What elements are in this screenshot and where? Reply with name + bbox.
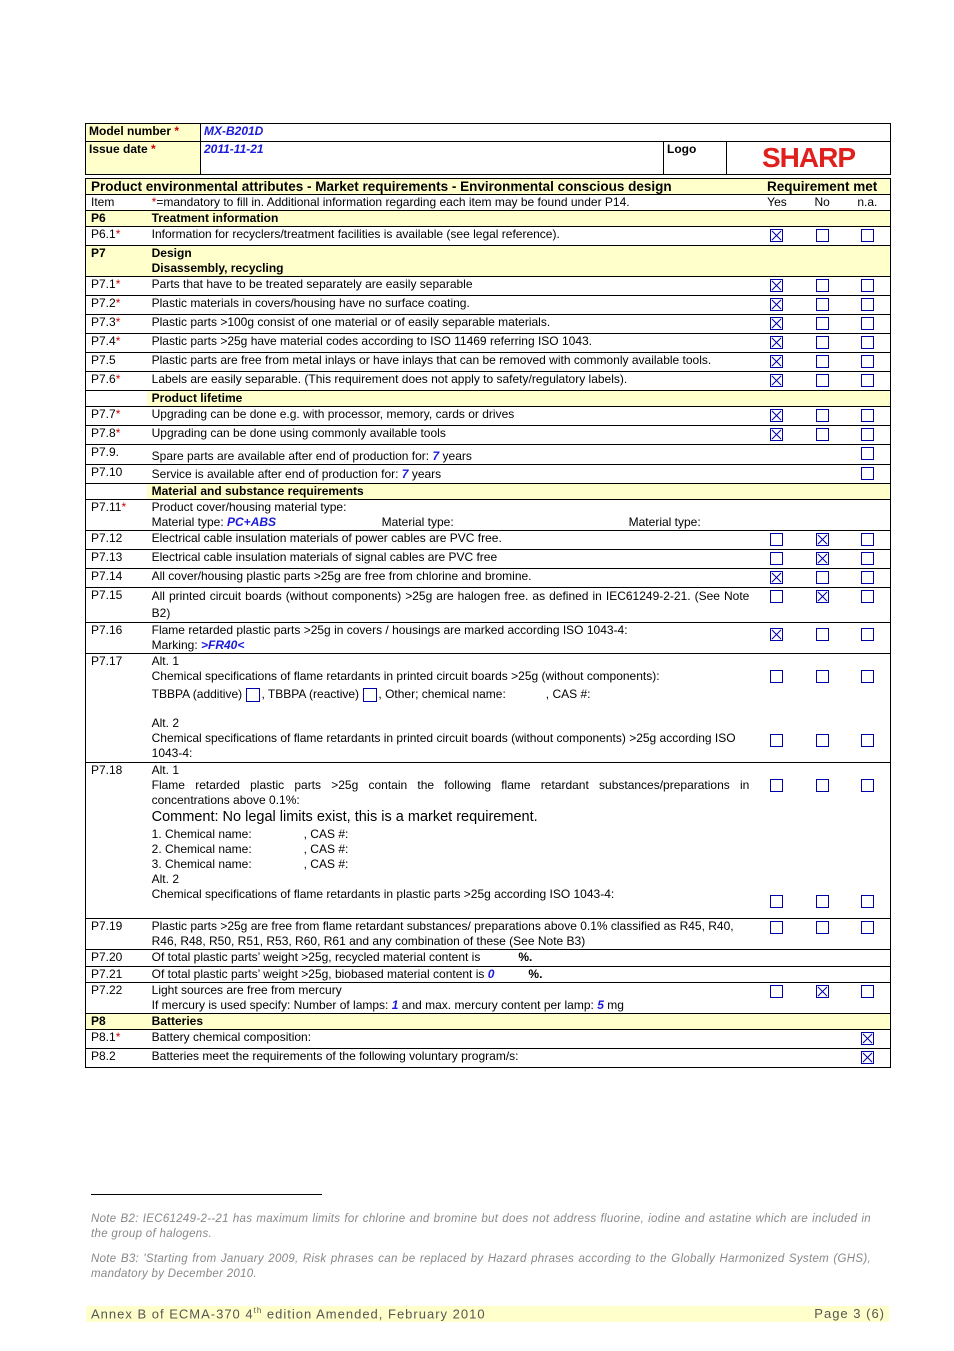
note-b3: Note B3: 'Starting from January 2009, Risk phrases can be replaced by Hazard phrases according to the Globally Harmonized System (GHS), mandatory by December 2010. [91,1253,871,1280]
na-checkbox[interactable] [861,590,874,603]
item-id: P7.21 [86,967,147,983]
no-checkbox[interactable] [816,533,829,546]
na-checkbox[interactable] [861,779,874,792]
item-text: Information for recyclers/treatment facilities is available (see legal reference). [147,227,755,246]
na-checkbox[interactable] [861,895,874,908]
page-footer [86,1306,889,1322]
note-b2: Note B2: IEC61249-2--21 has maximum limits for chlorine and bromine but does not address fluorine, iodine and astatine which are included in the group of halogens. [91,1213,871,1240]
yes-checkbox[interactable] [770,355,783,368]
yes-checkbox[interactable] [770,533,783,546]
yes-checkbox[interactable] [770,298,783,311]
item-id: P7.8* [86,426,147,445]
footer-annex: Annex B of ECMA-370 4th edition Amended, February 2010 [91,1306,486,1322]
item-text: Alt. 1 Chemical specifications of flame retardants in printed circuit boards >25g (without components): TBBPA (additive) , TBBPA (reactive) , Other; chemical name: , CAS #: Alt. 2 Chemical specifications of flame retardants in printed circuit boards (without components) >25g according ISO 1043-4: [147,654,755,763]
no-checkbox[interactable] [816,552,829,565]
na-checkbox[interactable] [861,552,874,565]
yes-checkbox[interactable] [770,279,783,292]
item-id: P6.1* [86,227,147,246]
no-checkbox[interactable] [816,355,829,368]
na-checkbox[interactable] [861,1032,874,1045]
section-id: P6 [86,211,147,227]
na-checkbox[interactable] [861,670,874,683]
yes-checkbox[interactable] [770,895,783,908]
table-title: Product environmental attributes - Market requirements - Environmental conscious design [86,179,755,195]
item-id: P7.13 [86,550,147,569]
yes-checkbox[interactable] [770,336,783,349]
item-text: Upgrading can be done e.g. with processor, memory, cards or drives [147,407,755,426]
yes-checkbox[interactable] [770,428,783,441]
issue-value: 2011-11-21 [201,142,664,175]
item-text: Plastic parts >25g have material codes according to ISO 11469 referring ISO 1043. [147,334,755,353]
no-header: No [800,195,845,211]
subsection-title: Material and substance requirements [147,484,891,500]
na-checkbox[interactable] [861,734,874,747]
item-id: P7.20 [86,950,147,967]
item-text: Of total plastic parts’ weight >25g, recycled material content is %. [147,950,891,967]
item-id: P7.9. [86,445,147,465]
item-text: Labels are easily separable. (This requirement does not apply to safety/regulatory labels). [147,372,755,391]
item-id: P7.15 [86,588,147,623]
yes-checkbox[interactable] [770,229,783,242]
yes-checkbox[interactable] [770,734,783,747]
item-id: P8.1* [86,1030,147,1049]
item-text: Plastic parts >100g consist of one material or of easily separable materials. [147,315,755,334]
na-checkbox[interactable] [861,1051,874,1064]
na-checkbox[interactable] [861,317,874,330]
item-text: Batteries meet the requirements of the following voluntary program/s: [147,1049,755,1068]
section-title: Batteries [147,1014,891,1030]
header-table [85,123,891,175]
yes-checkbox[interactable] [770,590,783,603]
na-checkbox[interactable] [861,336,874,349]
item-text: Electrical cable insulation materials of power cables are PVC free. [147,531,755,550]
item-id: P7.1* [86,277,147,296]
no-checkbox[interactable] [816,571,829,584]
logo-label: Logo [664,142,727,175]
item-id: P7.14 [86,569,147,588]
section-id: P7 [86,246,147,277]
no-checkbox[interactable] [816,779,829,792]
na-checkbox[interactable] [861,467,874,480]
item-text: Service is available after end of production for: 7 years [147,465,755,484]
no-checkbox[interactable] [816,895,829,908]
item-id: P7.4* [86,334,147,353]
yes-checkbox[interactable] [770,571,783,584]
model-label: Model number * [86,124,201,142]
item-id: P7.17 [86,654,147,763]
no-checkbox[interactable] [816,628,829,641]
item-text: Flame retarded plastic parts >25g in covers / housings are marked according ISO 1043-4: Marking: >FR40< [147,623,755,654]
item-text: Plastic parts >25g are free from flame retardant substances/ preparations above 0.1% classified as R45, R40, R46, R48, R50, R51, R53, R60, R61 and any combination of these (See Note B3) [147,919,755,950]
yes-checkbox[interactable] [770,374,783,387]
na-checkbox[interactable] [861,628,874,641]
no-checkbox[interactable] [816,734,829,747]
yes-checkbox[interactable] [770,552,783,565]
tbbpa-reactive-checkbox[interactable] [363,688,377,702]
item-id: P7.10 [86,465,147,484]
yes-checkbox[interactable] [770,985,783,998]
issue-label: Issue date * [86,142,201,175]
item-text: Battery chemical composition: [147,1030,755,1049]
item-text: Product cover/housing material type: Material type: PC+ABS Material type: Material type: [147,500,891,531]
tbbpa-additive-checkbox[interactable] [246,688,260,702]
item-id: P7.2* [86,296,147,315]
item-header: Item [86,195,147,211]
na-checkbox[interactable] [861,409,874,422]
na-checkbox[interactable] [861,298,874,311]
yes-checkbox[interactable] [770,779,783,792]
page-number: Page 3 (6) [814,1306,885,1321]
item-id: P7.22 [86,983,147,1014]
no-checkbox[interactable] [816,336,829,349]
no-checkbox[interactable] [816,374,829,387]
model-value: MX-B201D [201,124,891,142]
item-text: Electrical cable insulation materials of signal cables are PVC free [147,550,755,569]
item-text: Upgrading can be done using commonly available tools [147,426,755,445]
item-id: P7.18 [86,763,147,919]
na-checkbox[interactable] [861,428,874,441]
item-text: Alt. 1 Flame retarded plastic parts >25g contain the following flame retardant substances/preparations in concentrations above 0.1%: Comment: No legal limits exist, this is a market requirement. 1. Chemical name: , CAS #: 2. Chemical name: , CAS #: 3. Chemical name: , CAS #: Alt. 2 Chemical specifications of flame retardants in plastic parts >25g according ISO 1043-4: [147,763,755,919]
sharp-logo: SHARP [761,142,855,173]
item-text: Plastic materials in covers/housing have no surface coating. [147,296,755,315]
no-checkbox[interactable] [816,985,829,998]
yes-checkbox[interactable] [770,670,783,683]
item-text: Of total plastic parts’ weight >25g, biobased material content is 0 %. [147,967,891,983]
no-checkbox[interactable] [816,428,829,441]
item-text: Light sources are free from mercury If mercury is used specify: Number of lamps: 1 and max. mercury content per lamp: 5 mg [147,983,755,1014]
item-id: P7.5 [86,353,147,372]
section-title: Design Disassembly, recycling [147,246,891,277]
item-id: P7.12 [86,531,147,550]
no-checkbox[interactable] [816,409,829,422]
yes-checkbox[interactable] [770,317,783,330]
na-checkbox[interactable] [861,374,874,387]
no-checkbox[interactable] [816,229,829,242]
item-text: Plastic parts are free from metal inlays or have inlays that can be removed with commonly available tools. [147,353,755,372]
na-checkbox[interactable] [861,533,874,546]
section-title: Treatment information [147,211,891,227]
mandatory-note: *=mandatory to fill in. Additional information regarding each item may be found under P14. [147,195,755,211]
yes-checkbox[interactable] [770,921,783,934]
na-checkbox[interactable] [861,279,874,292]
na-checkbox[interactable] [861,355,874,368]
subsection-title: Product lifetime [147,391,891,407]
no-checkbox[interactable] [816,279,829,292]
no-checkbox[interactable] [816,670,829,683]
item-text: All cover/housing plastic parts >25g are free from chlorine and bromine. [147,569,755,588]
item-id: P7.19 [86,919,147,950]
no-checkbox[interactable] [816,298,829,311]
yes-checkbox[interactable] [770,628,783,641]
na-checkbox[interactable] [861,985,874,998]
item-id: P7.16 [86,623,147,654]
na-header: n.a. [845,195,891,211]
yes-header: Yes [754,195,799,211]
no-checkbox[interactable] [816,590,829,603]
no-checkbox[interactable] [816,317,829,330]
na-checkbox[interactable] [861,571,874,584]
item-id: P7.7* [86,407,147,426]
item-id: P8.2 [86,1049,147,1068]
requirement-met-header: Requirement met [754,179,890,195]
item-id: P7.11* [86,500,147,531]
na-checkbox[interactable] [861,229,874,242]
yes-checkbox[interactable] [770,409,783,422]
item-id: P7.3* [86,315,147,334]
item-text: Parts that have to be treated separately are easily separable [147,277,755,296]
no-checkbox[interactable] [816,921,829,934]
item-id: P7.6* [86,372,147,391]
item-text: All printed circuit boards (without components) >25g are halogen free. as defined in IEC61249-2-21. (See Note B2) [147,588,755,623]
na-checkbox[interactable] [861,921,874,934]
section-id: P8 [86,1014,147,1030]
na-checkbox[interactable] [861,447,874,460]
requirements-table [85,178,891,1068]
footnote-divider [91,1194,322,1195]
item-text: Spare parts are available after end of production for: 7 years [147,445,755,465]
